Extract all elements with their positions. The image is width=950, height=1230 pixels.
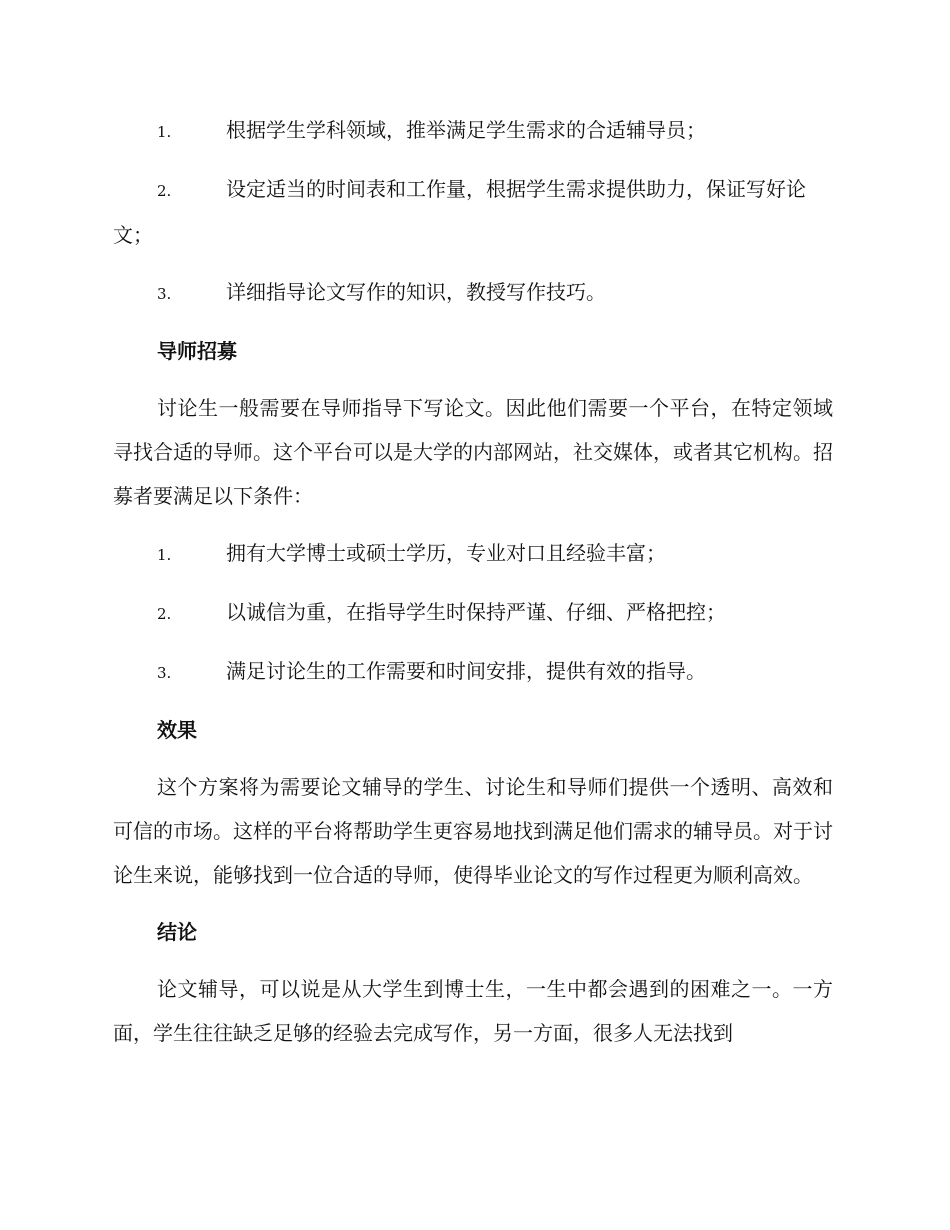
section-paragraph-effect: 这个方案将为需要论文辅导的学生、讨论生和导师们提供一个透明、高效和可信的市场。这样的平台将帮助学生更容易地找到满足他们需求的辅导员。对于讨论生来说，能够找到一位合适的导师，使得毕业论文的写作过程更为顺利高效。: [113, 775, 833, 887]
section-heading-mentor: 导师招募: [157, 339, 237, 363]
list-item: [113, 108, 833, 154]
list-number: 3.: [157, 285, 172, 303]
section-heading-conclusion: 结论: [157, 920, 197, 944]
list-text: 满足讨论生的工作需要和时间安排，提供有效的指导。: [226, 659, 706, 683]
list-text: 根据学生学科领域，推举满足学生需求的合适辅导员；: [226, 118, 706, 142]
list-item: [113, 167, 833, 257]
section-paragraph-mentor: 讨论生一般需要在导师指导下写论文。因此他们需要一个平台，在特定领域寻找合适的导师。这个平台可以是大学的内部网站，社交媒体，或者其它机构。招募者要满足以下条件：: [113, 396, 833, 508]
list-number: 2.: [157, 182, 172, 200]
list-number: 2.: [157, 605, 172, 623]
list-number: 1.: [157, 123, 172, 141]
list-text: 拥有大学博士或硕士学历，专业对口且经验丰富；: [226, 541, 666, 565]
list-text: 详细指导论文写作的知识，教授写作技巧。: [226, 280, 606, 304]
list-item: [113, 590, 833, 636]
list-text: 以诚信为重，在指导学生时保持严谨、仔细、严格把控；: [226, 600, 726, 624]
list-number: 1.: [157, 546, 172, 564]
document-page: [113, 108, 833, 1068]
list-item: [113, 649, 833, 695]
section-heading-effect: 效果: [157, 718, 197, 742]
section-paragraph-conclusion: 论文辅导，可以说是从大学生到博士生，一生中都会遇到的困难之一。一方面，学生往往缺乏足够的经验去完成写作，另一方面，很多人无法找到: [113, 977, 833, 1045]
list-item: [113, 531, 833, 577]
list-item: [113, 270, 833, 316]
list-number: 3.: [157, 664, 172, 682]
list-text: 设定适当的时间表和工作量，根据学生需求提供助力，保证写好论文；: [113, 177, 806, 247]
